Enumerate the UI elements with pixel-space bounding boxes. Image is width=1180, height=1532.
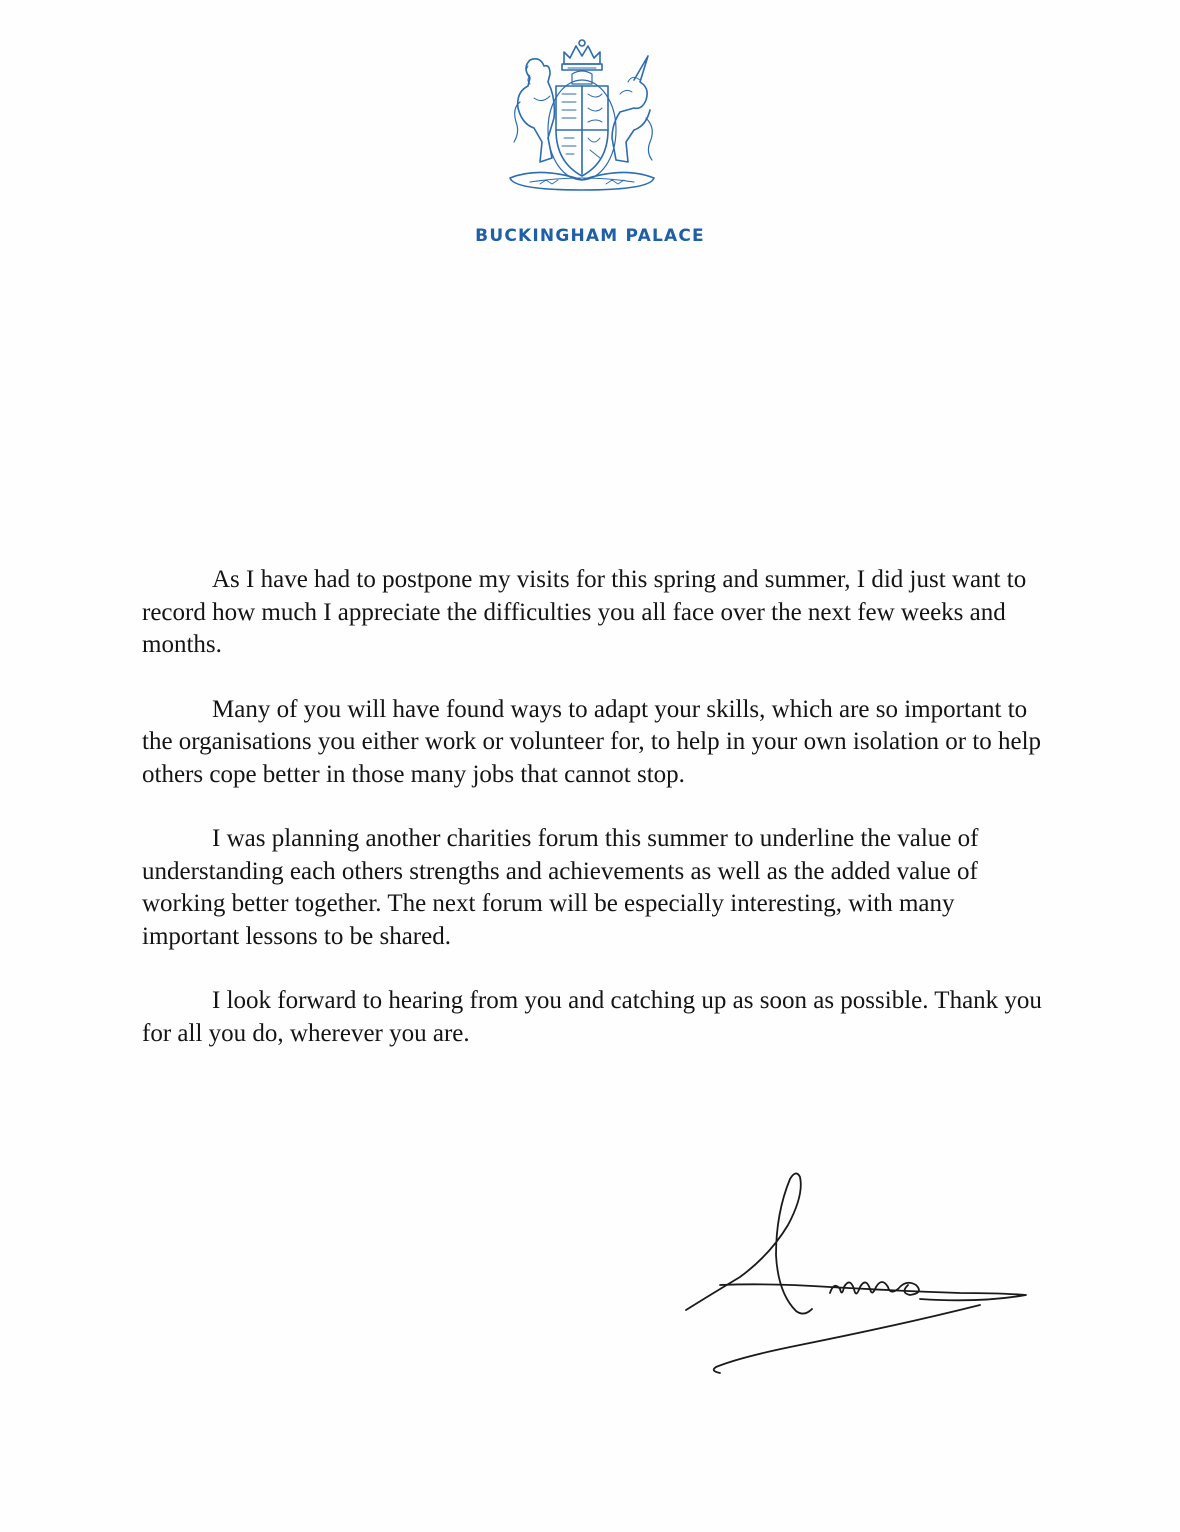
letter-paragraph: I look forward to hearing from you and catching up as soon as possible. Thank you for all you do, wherever you are. (142, 987, 1042, 1047)
royal-coat-of-arms-icon (500, 38, 664, 194)
letter-paragraph: As I have had to postpone my visits for this spring and summer, I did just want to record how much I appreciate the difficulties you all face over the next few weeks and months. (142, 566, 1027, 658)
handwritten-signature-icon (680, 1165, 1030, 1390)
letterhead-title: BUCKINGHAM PALACE (475, 226, 705, 246)
letter-paragraph: I was planning another charities forum this summer to underline the value of understanding each others strengths and achievements as well as the added value of working better together. The next forum will be especially interesting, with many important lessons to be shared. (142, 825, 979, 950)
letter-body (142, 564, 1042, 1082)
letter-paragraph: Many of you will have found ways to adapt your skills, which are so important to the organisations you either work or volunteer for, to help in your own isolation or to help others cope better in those many jobs that cannot stop. (142, 695, 1042, 788)
